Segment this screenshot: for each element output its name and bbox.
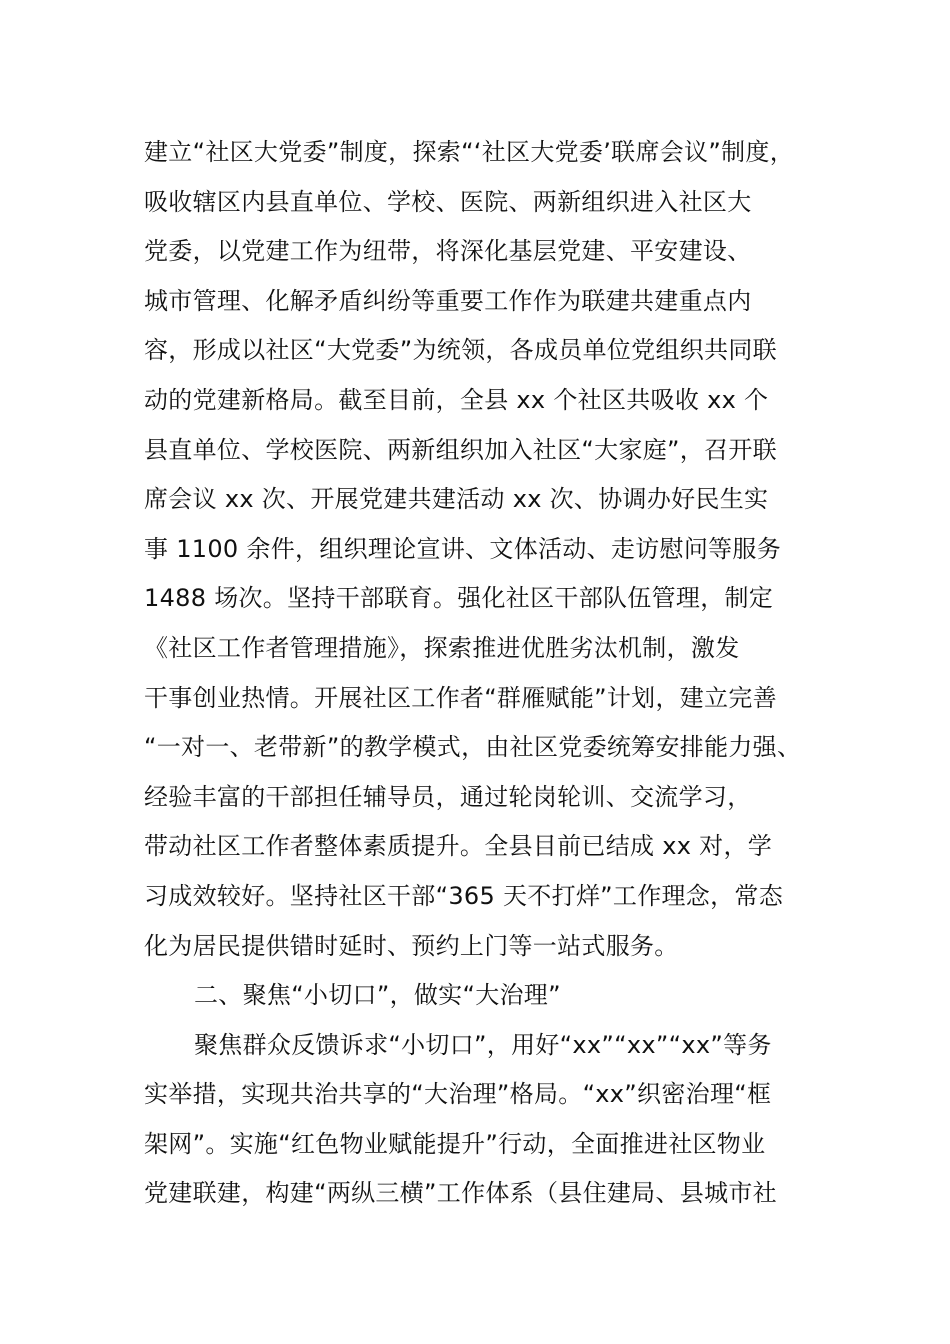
- body-line-21: 架网”。实施“红色物业赋能提升”行动，全面推进社区物业: [144, 1129, 766, 1158]
- body-line-14: 经验丰富的干部担任辅导员，通过轮岗轮训、交流学习，: [144, 782, 752, 811]
- body-line-4: 城市管理、化解矛盾纠纷等重要工作作为联建共建重点内: [144, 286, 752, 315]
- body-line-7: 县直单位、学校医院、两新组织加入社区“大家庭”，召开联: [144, 435, 777, 464]
- body-line-12: 干事创业热情。开展社区工作者“群雁赋能”计划，建立完善: [144, 683, 777, 712]
- section-heading: 二、聚焦“小切口”，做实“大治理”: [194, 981, 561, 1010]
- document-body: [144, 128, 864, 1219]
- body-line-5: 容，形成以社区“大党委”为统领，各成员单位党组织共同联: [144, 336, 777, 365]
- body-line-19: 聚焦群众反馈诉求“小切口”，用好“xx”“xx”“xx”等务: [194, 1030, 772, 1059]
- body-line-1: 建立“社区大党委”制度，探索“‘社区大党委’联席会议”制度，: [144, 138, 794, 166]
- body-line-13: “一对一、老带新”的教学模式，由社区党委统筹安排能力强、: [144, 733, 802, 762]
- body-line-16: 习成效较好。坚持社区干部“365 天不打烊”工作理念，常态: [144, 881, 784, 910]
- body-line-10: 1488 场次。坚持干部联育。强化社区干部队伍管理，制定: [144, 584, 774, 613]
- body-line-3: 党委，以党建工作为纽带，将深化基层党建、平安建设、: [144, 237, 752, 266]
- body-line-6: 动的党建新格局。截至目前，全县 xx 个社区共吸收 xx 个: [144, 385, 769, 414]
- body-line-15: 带动社区工作者整体素质提升。全县目前已结成 xx 对，学: [144, 832, 773, 861]
- body-line-8: 席会议 xx 次、开展党建共建活动 xx 次、协调办好民生实: [144, 485, 769, 514]
- body-line-17: 化为居民提供错时延时、预约上门等一站式服务。: [144, 931, 679, 960]
- body-line-2: 吸收辖区内县直单位、学校、医院、两新组织进入社区大: [144, 187, 752, 216]
- body-line-20: 实举措，实现共治共享的“大治理”格局。“xx”织密治理“框: [144, 1080, 772, 1109]
- body-line-9: 事 1100 余件，组织理论宣讲、文体活动、走访慰问等服务: [144, 534, 782, 563]
- body-line-22: 党建联建，构建“两纵三横”工作体系（县住建局、县城市社: [144, 1179, 777, 1208]
- body-line-11: 《社区工作者管理措施》，探索推进优胜劣汰机制，激发: [144, 633, 740, 662]
